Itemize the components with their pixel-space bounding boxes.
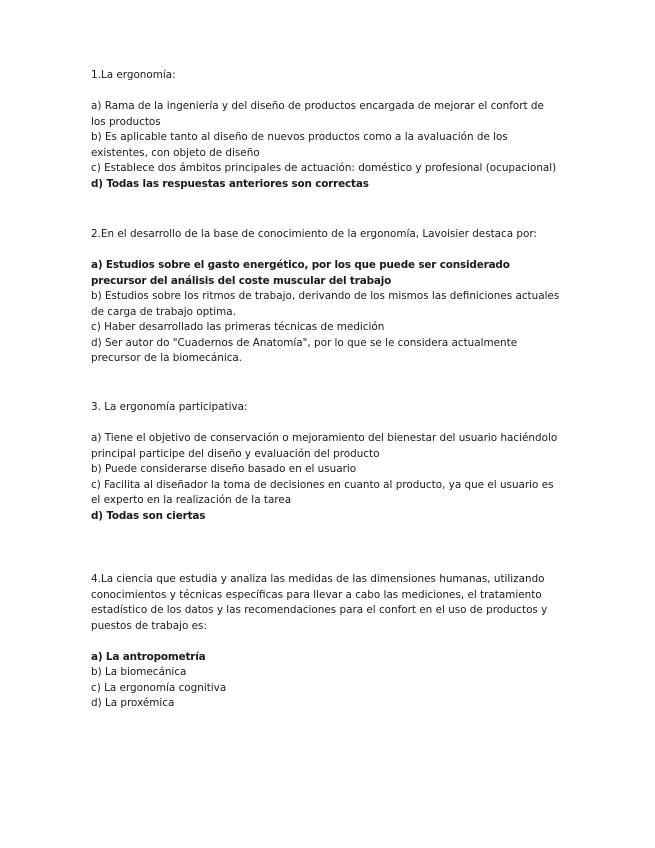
- question-stem: 4.La ciencia que estudia y analiza las medidas de las dimensiones humanas, utilizando conocimientos y técnicas específicas para llevar a cabo las mediciones, el tratamiento estadístico de los datos y las recomendaciones para el confort en el uso de productos y puestos de trabajo es:: [91, 573, 548, 632]
- answer-option-d: d) Ser autor do "Cuadernos de Anatomía", por lo que se le considera actualmente precursor de la biomecánica.: [91, 336, 518, 364]
- answer-option-a: a) Rama de la ingeniería y del diseño de productos encargada de mejorar el confort de los productos: [91, 100, 544, 128]
- question-4: [91, 572, 561, 712]
- answer-option-c: c) Facilita al diseñador la toma de decisiones en cuanto al producto, ya que el usuario es el experto en la realización de la tarea: [91, 478, 554, 506]
- question-stem: 3. La ergonomía participativa:: [91, 401, 248, 413]
- answer-option-c: c) Haber desarrollado las primeras técnicas de medición: [91, 321, 385, 333]
- question-3: [91, 400, 561, 524]
- answer-option-d-correct: d) Todas son ciertas: [91, 509, 206, 522]
- question-2: [91, 227, 561, 367]
- answer-option-b: b) Estudios sobre los ritmos de trabajo, derivando de los mismos las definiciones actuales de carga de trabajo optima.: [91, 290, 560, 318]
- question-stem: 1.La ergonomía:: [91, 69, 176, 81]
- answer-option-d-correct: d) Todas las respuestas anteriores son correctas: [91, 177, 369, 190]
- answer-option-a-correct: a) La antropometría: [91, 650, 206, 663]
- answer-option-b: b) Es aplicable tanto al diseño de nuevos productos como a la avaluación de los existentes, con objeto de diseño: [91, 131, 508, 159]
- answer-option-b: b) Puede considerarse diseño basado en el usuario: [91, 463, 357, 475]
- answer-option-b: b) La biomecánica: [91, 666, 187, 678]
- answer-option-a-correct: a) Estudios sobre el gasto energético, por los que puede ser considerado precursor del análisis del coste muscular del trabajo: [91, 259, 510, 287]
- answer-option-c: c) La ergonomía cognitiva: [91, 681, 227, 694]
- question-1: [91, 68, 561, 192]
- answer-option-c: c) Establece dos ámbitos principales de actuación: doméstico y profesional (ocupacional): [91, 162, 557, 174]
- answer-option-a: a) Tiene el objetivo de conservación o mejoramiento del bienestar del usuario haciéndolo principal participe del diseño y evaluación del producto: [91, 432, 558, 460]
- question-stem: 2.En el desarrollo de la base de conocimiento de la ergonomía, Lavoisier destaca por:: [91, 228, 537, 240]
- answer-option-d: d) La proxémica: [91, 697, 175, 709]
